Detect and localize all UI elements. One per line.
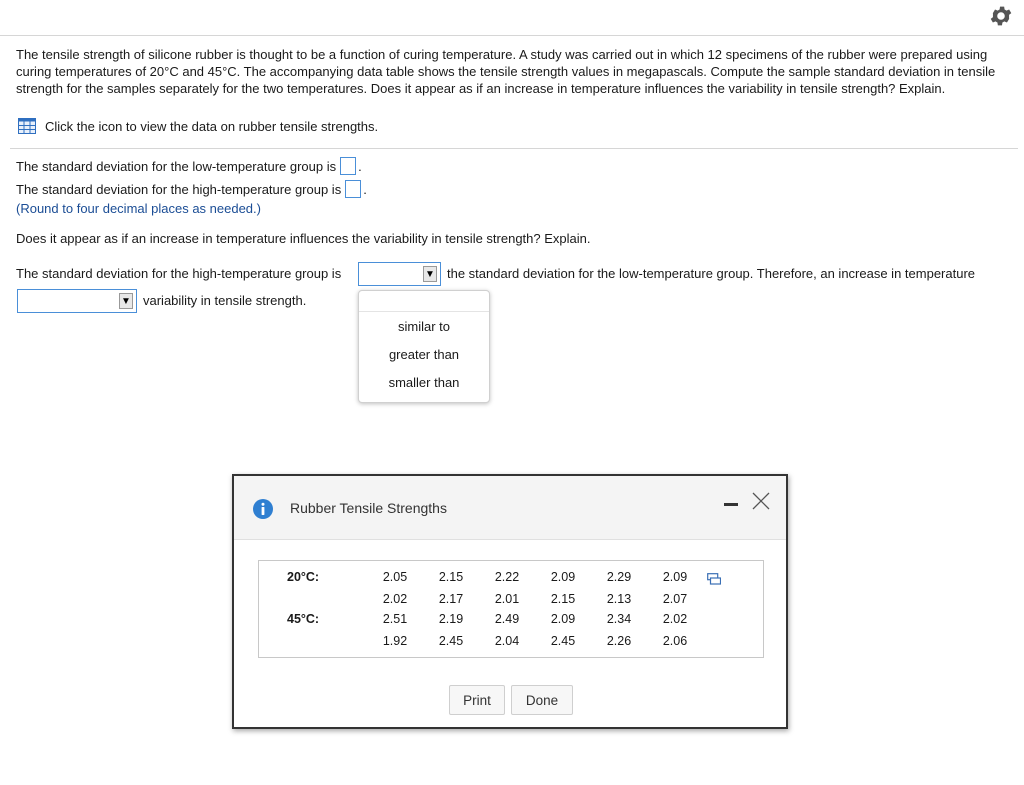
influence-select[interactable] [17,289,137,313]
gear-icon[interactable] [988,3,1014,29]
table-cell: 2.02 [382,592,408,606]
close-icon[interactable] [752,492,770,510]
table-cell: 2.34 [606,612,632,626]
table-cell: 2.07 [662,592,688,606]
compare-suffix: the standard deviation for the low-temperature group. Therefore, an increase in temperature [447,266,976,281]
table-cell: 2.09 [662,570,688,584]
table-cell: 2.15 [550,592,576,606]
minimize-icon[interactable] [724,503,738,506]
table-cell: 2.01 [494,592,520,606]
table-cell: 2.04 [494,634,520,648]
compare-prefix: The standard deviation for the high-temperature group is [16,266,342,281]
table-cell: 2.02 [662,612,688,626]
table-cell: 2.22 [494,570,520,584]
table-cell: 2.45 [550,634,576,648]
row-label-20c: 20°C: [287,570,320,584]
row-label-45c: 45°C: [287,612,320,626]
modal-header [234,476,786,540]
chevron-down-icon[interactable]: ▼ [119,293,133,309]
table-cell: 2.19 [438,612,464,626]
data-table [258,560,764,658]
done-button[interactable]: Done [511,685,573,715]
modal-title: Rubber Tensile Strengths [290,500,447,516]
comparison-dropdown [358,290,490,403]
table-cell: 2.29 [606,570,632,584]
data-link[interactable] [18,118,378,134]
chevron-down-icon[interactable]: ▼ [423,266,437,282]
info-icon [252,498,274,520]
data-table-icon[interactable] [18,118,36,134]
table-cell: 2.13 [606,592,632,606]
table-cell: 2.26 [606,634,632,648]
table-cell: 2.49 [494,612,520,626]
table-cell: 2.45 [438,634,464,648]
sd-high-row [16,180,367,198]
sd-high-label: The standard deviation for the high-temperature group is [16,181,342,197]
data-link-text[interactable]: Click the icon to view the data on rubber tensile strengths. [45,118,379,134]
explain-question: Does it appear as if an increase in temperature influences the variability in tensile strength? Explain. [16,231,591,246]
sd-low-input[interactable] [340,157,356,175]
option-smaller-than[interactable]: smaller than [388,375,460,390]
top-bar [0,0,1024,36]
tail-text: variability in tensile strength. [143,293,307,308]
table-cell: 2.06 [662,634,688,648]
sd-high-period: . [363,181,367,197]
data-modal [232,474,788,729]
option-greater-than[interactable]: greater than [388,347,460,362]
table-cell: 2.15 [438,570,464,584]
question-intro: The tensile strength of silicone rubber is thought to be a function of curing temperature. A study was carried out in which 12 specimens of the rubber were prepared using curing temperatures of 20°C and 45°C. The accompanying data table shows the tensile strength values in megapascals. Compute the sample standard deviation in tensile strength for the samples separately for the two temperatures. Does it appear as if an increase in temperature influences the variability in tensile strength? Explain. [16,47,996,96]
round-hint: (Round to four decimal places as needed.) [16,201,261,216]
table-cell: 1.92 [382,634,408,648]
print-button[interactable]: Print [449,685,505,715]
sd-low-label: The standard deviation for the low-temperature group is [16,158,337,174]
table-cell: 2.05 [382,570,408,584]
sd-low-row [16,157,362,175]
dropdown-separator [359,311,489,312]
table-cell: 2.09 [550,570,576,584]
sd-high-input[interactable] [345,180,361,198]
table-cell: 2.51 [382,612,408,626]
divider [10,148,1018,149]
sd-low-period: . [358,158,362,174]
comparison-select[interactable] [358,262,441,286]
table-cell: 2.17 [438,592,464,606]
option-similar-to[interactable]: similar to [397,319,450,334]
table-cell: 2.09 [550,612,576,626]
copy-icon[interactable] [707,573,721,585]
